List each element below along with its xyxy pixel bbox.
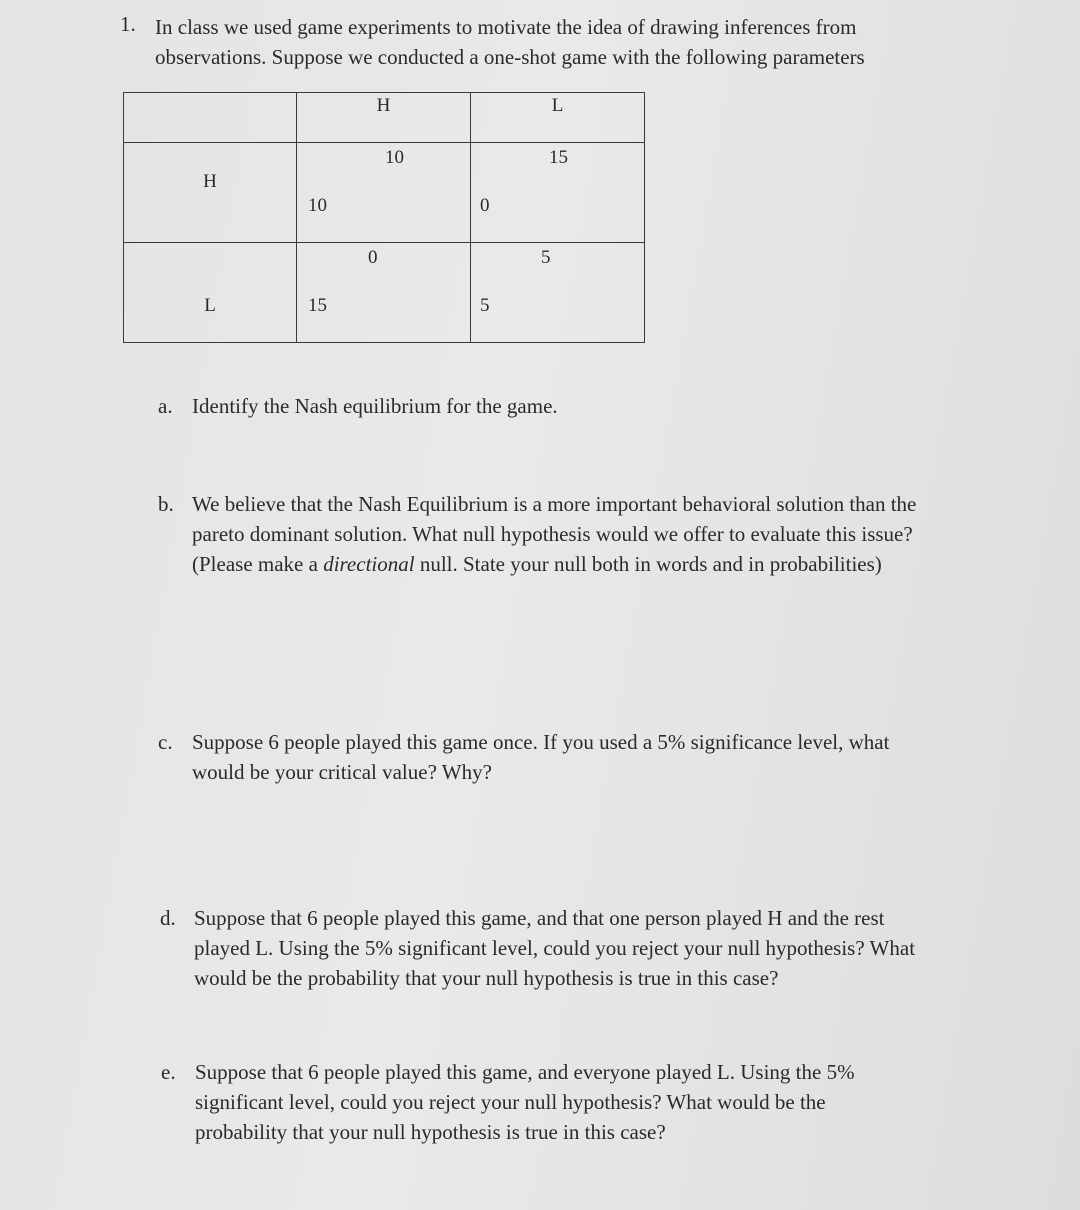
part-c-letter: c. xyxy=(158,730,173,754)
payoff-lower: 15 xyxy=(308,295,327,316)
part-b-text-before: We believe that the Nash Equilibrium is a more important behavioral solution than the pareto dominant solution. What null hypothesis would we offer to evaluate this issue? (Please make a xyxy=(192,492,917,576)
col-header-cell xyxy=(297,93,471,143)
payoff-upper: 10 xyxy=(385,147,404,168)
col-header-l: L xyxy=(551,95,564,116)
part-b-emphasis: directional xyxy=(323,552,415,576)
payoff-cell xyxy=(297,143,471,243)
part-a-text: Identify the Nash equilibrium for the game. xyxy=(192,394,558,418)
col-header-cell xyxy=(471,93,645,143)
table-header-row xyxy=(124,93,645,143)
part-c xyxy=(158,727,942,787)
payoff-lower: 5 xyxy=(480,295,490,316)
part-e-text: Suppose that 6 people played this game, and everyone played L. Using the 5% significant level, could you reject your null hypothesis? What would be the probability that your null hypothesis is true in this case? xyxy=(195,1060,855,1144)
payoff-upper: 0 xyxy=(368,247,378,268)
payoff-upper: 5 xyxy=(541,247,551,268)
part-d-letter: d. xyxy=(160,906,176,930)
part-e-letter: e. xyxy=(161,1060,176,1084)
part-d-text: Suppose that 6 people played this game, and that one person played H and the rest played L. Using the 5% significant level, could you reject your null hypothesis? What would be the probability that your null hypothesis is true in this case? xyxy=(194,906,916,990)
part-b-text-after: null. State your null both in words and in probabilities) xyxy=(414,552,882,576)
col-header-h: H xyxy=(376,95,391,116)
part-d xyxy=(160,903,932,993)
payoff-upper: 15 xyxy=(549,147,568,168)
row-header-h: H xyxy=(203,171,217,192)
payoff-cell xyxy=(297,243,471,343)
payoff-lower: 10 xyxy=(308,195,327,216)
payoff-cell xyxy=(471,143,645,243)
part-c-text: Suppose 6 people played this game once. If you used a 5% significance level, what would be your critical value? Why? xyxy=(192,730,890,784)
part-a-letter: a. xyxy=(158,394,173,418)
question-number: 1. xyxy=(120,12,136,36)
table-row xyxy=(124,243,645,343)
payoff-cell xyxy=(471,243,645,343)
question-intro: In class we used game experiments to motivate the idea of drawing inferences from observations. Suppose we conducted a one-shot game with the following parameters xyxy=(155,15,865,69)
part-a xyxy=(158,391,938,421)
row-header-cell xyxy=(124,243,297,343)
part-b-text xyxy=(192,489,942,579)
part-b xyxy=(158,489,942,579)
payoff-table xyxy=(123,92,645,343)
row-header-l: L xyxy=(204,295,216,316)
table-row xyxy=(124,143,645,243)
part-b-letter: b. xyxy=(158,492,174,516)
part-e xyxy=(161,1057,897,1147)
row-header-cell xyxy=(124,143,297,243)
corner-cell xyxy=(124,93,297,143)
payoff-lower: 0 xyxy=(480,195,490,216)
